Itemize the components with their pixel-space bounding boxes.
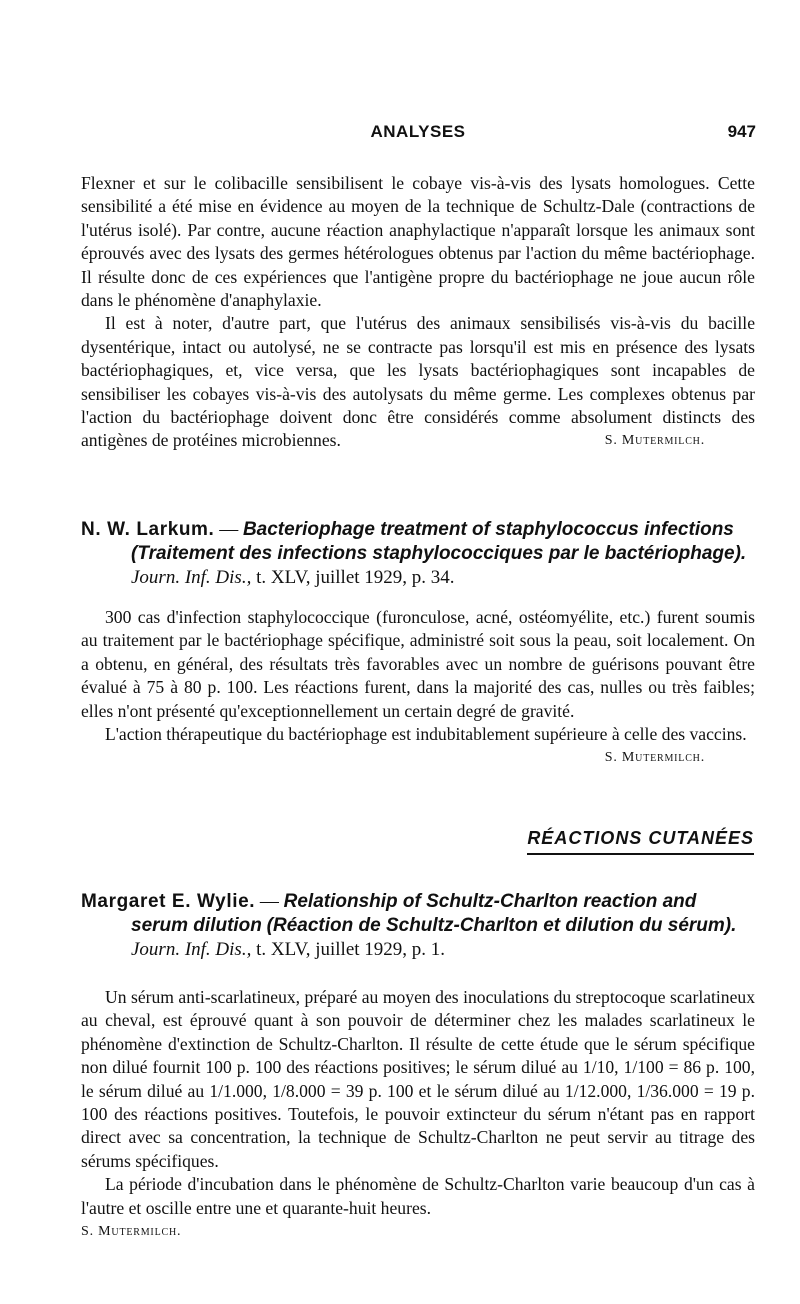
french-title: (Réaction de Schultz-Charlton et dilution du sérum). — [266, 915, 737, 936]
author: N. W. Larkum. — [81, 519, 215, 540]
article-reference — [81, 890, 755, 962]
french-title: (Traitement des infections staphylococciques par le bactériophage). — [131, 543, 747, 564]
article-reference — [81, 518, 755, 590]
paragraph: La période d'incubation dans le phénomène de Schultz-Charlton varie beaucoup d'un cas à l'autre et oscille entre une et quarante-huit heures. — [81, 1174, 755, 1218]
signature — [81, 1220, 699, 1243]
signature: S. Mutermilch. — [604, 433, 705, 449]
english-title: Bacteriophage treatment of staphylococcus infections — [242, 519, 734, 540]
paragraph — [81, 723, 755, 766]
citation: t. XLV, juillet 1929, p. 1. — [256, 939, 446, 960]
citation: t. XLV, juillet 1929, p. 34. — [256, 567, 455, 588]
signature-text: S. Mutermilch. — [81, 1224, 182, 1240]
reference-heading — [81, 890, 755, 962]
paragraph: 300 cas d'infection staphylococcique (furonculose, acné, ostéomyélite, etc.) furent soumis au traitement par le bactériophage spécifique, administré soit sous la peau, soit localement. On a obtenu, en général, des résultats très favorables avec un nombre de guérisons pouvant être évalué à 75 à 80 p. 100. Les réactions furent, dans la majorité des cas, nulles ou très faibles; elles n'ont présenté qu'exceptionnellement un certain degré de gravité. — [81, 607, 755, 721]
paragraph: Flexner et sur le colibacille sensibilisent le cobaye vis-à-vis des lysats homologues. Cette sensibilité a été mise en évidence au moyen de la technique de Schultz-Dale (contractions de l'utérus isolé). Par contre, aucune réaction anaphylactique n'apparaît lorsque les animaux sont éprouvés avec des lysats des germes hétérologues obtenus par l'action du même bactériophage. Il résulte donc de ces expériences que l'antigène propre du bactériophage ne joue aucun rôle dans le phénomène d'anaphylaxie. — [81, 173, 755, 311]
article-body — [81, 986, 755, 1243]
paragraph: Un sérum anti-scarlatineux, préparé au moyen des inoculations du streptocoque scarlatineux au cheval, est éprouvé quant à son pouvoir de déterminer chez les malades scarlatineux le phénomène d'extinction de Schultz-Charlton. Il résulte de cette étude que le sérum spécifique non dilué fournit 100 p. 100 des réactions positives; le sérum dilué au 1/10, 1/100 = 86 p. 100, le sérum dilué au 1/1.000, 1/8.000 = 39 p. 100 et le sérum dilué au 1/12.000, 1/36.000 = 19 p. 100 des réactions positives. Toutefois, le pouvoir extincteur du sérum n'étant pas en rapport direct avec sa concentration, la technique de Schultz-Charlton ne peut servir au titrage des sérums spécifiques. — [81, 987, 755, 1171]
page-number: 947 — [727, 122, 756, 141]
paragraph-text: Il est à noter, d'autre part, que l'utérus des animaux sensibilisés vis-à-vis du bacille dysentérique, intact ou autolysé, ne se contracte pas lorsqu'il est mis en présence des lysats bactériophagiques, et, vice versa, que les lysats bactériophagiques sont incapables de sensibiliser les cobayes vis-à-vis des autolysats du même germe. Les complexes obtenus par l'action du bactériophage doivent donc être considérés comme absolument distincts des antigènes de protéines microbiennes. — [81, 313, 755, 451]
dash: — — [219, 519, 239, 540]
english-title: Relationship of Schultz-Charlton reaction and serum dilution — [131, 891, 697, 936]
journal-name: Journ. Inf. Dis., — [131, 939, 252, 960]
paragraph-text: L'action thérapeutique du bactériophage est indubitablement supérieure à celle des vaccins. — [105, 724, 747, 745]
paragraph — [81, 312, 755, 452]
author: Margaret E. Wylie. — [81, 891, 256, 912]
signature: S. Mutermilch. — [604, 750, 705, 766]
article-body — [81, 606, 755, 770]
running-header — [80, 122, 756, 152]
article-continuation — [81, 172, 755, 453]
reference-heading — [81, 518, 755, 590]
journal-section-title: ANALYSES — [370, 122, 466, 141]
journal-name: Journ. Inf. Dis., — [131, 567, 252, 588]
section-heading: RÉACTIONS CUTANÉES — [527, 828, 754, 855]
dash: — — [259, 891, 279, 912]
